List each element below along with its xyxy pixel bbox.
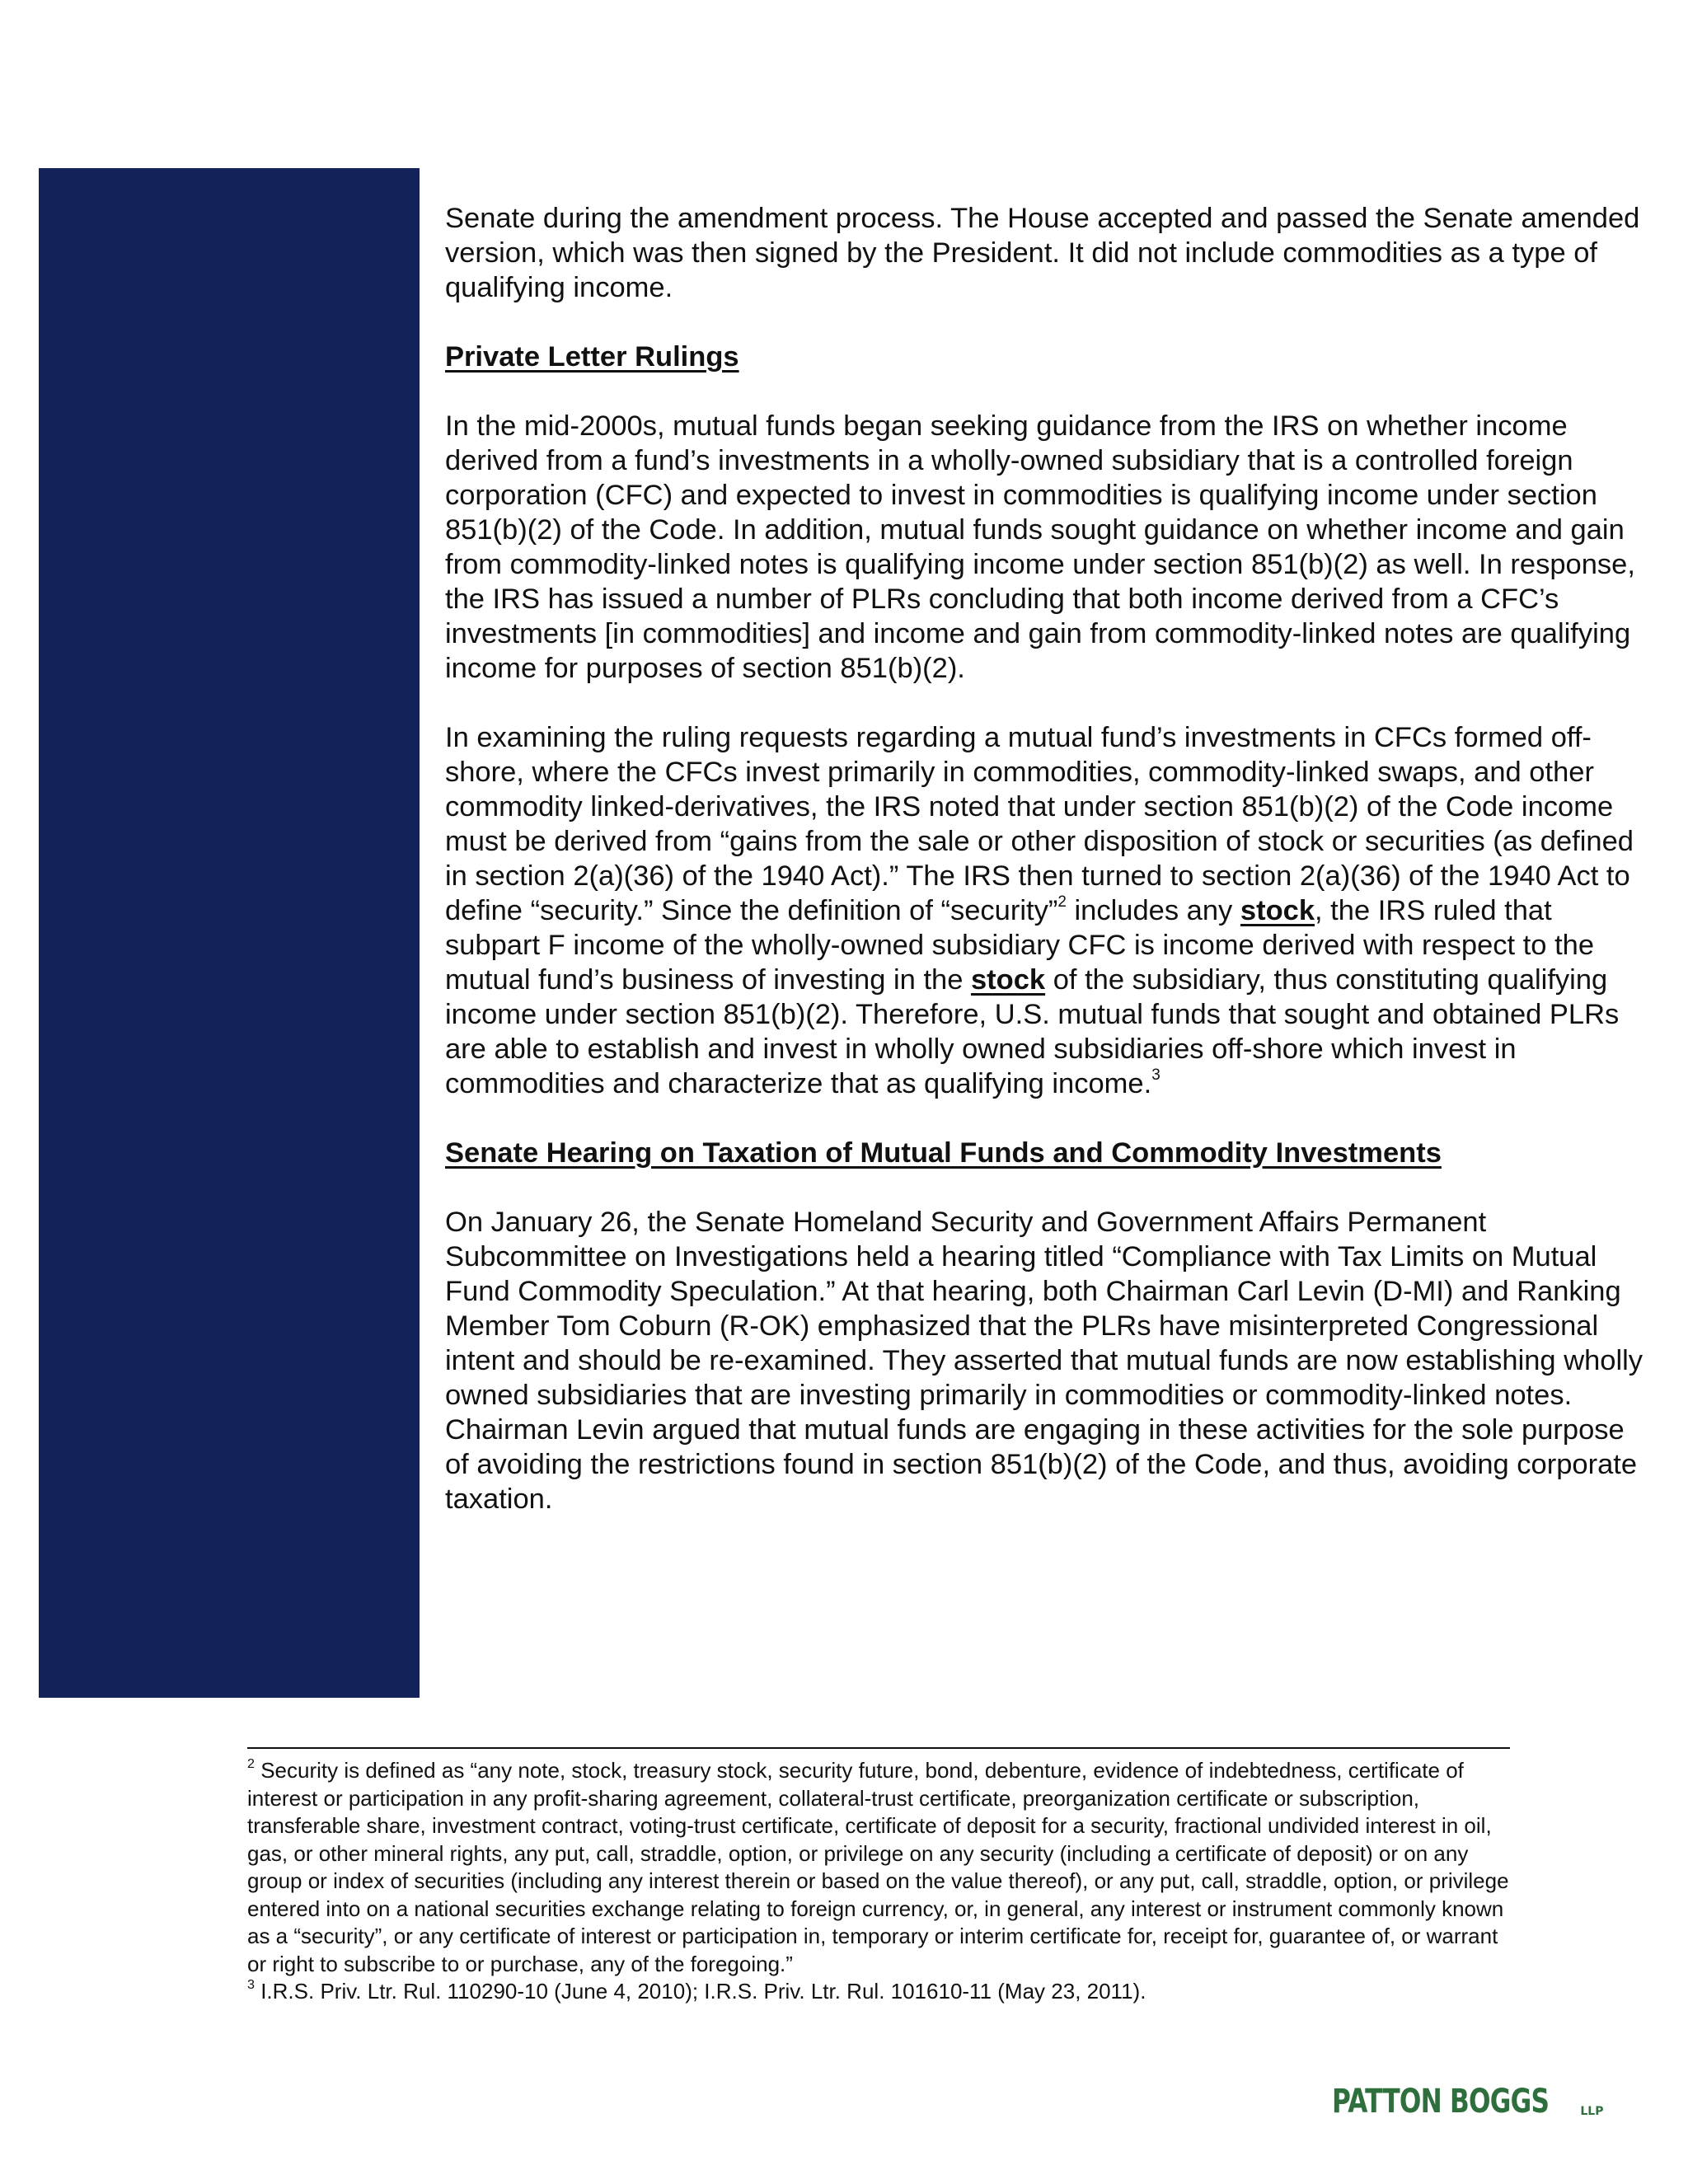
paragraph-plr-guidance: In the mid-2000s, mutual funds began seeking guidance from the IRS on whether income derived from a fund’s investments in a wholly-owned subsidiary that is a controlled foreign corporation (CFC) and expected to invest in commodities is qualifying income under section 851(b)(2) of the Code. In addition, mutual funds sought guidance on whether income and gain from commodity-linked notes is qualifying income under section 851(b)(2) as well. In response, the IRS has issued a number of PLRs concluding that both income derived from a CFC’s investments [in commodities] and income and gain from commodity-linked notes are qualifying income for purposes of section 851(b)(2). bbox=[445, 410, 1635, 684]
paragraph-text: In examining the ruling requests regarding a mutual fund’s investments in CFCs formed off-shore, where the CFCs invest primarily in commodities, commodity-linked swaps, and other commodity linked-derivatives, the IRS noted that under section 851(b)(2) of the Code income must be derived from “gains from the sale or other disposition of stock or securities (as defined in section 2(a)(36) of the 1940 Act).” The IRS then turned to section 2(a)(36) of the 1940 Act to define “security.” Since the definition of “security” bbox=[445, 722, 1634, 926]
logo-suffix: LLP bbox=[1580, 2105, 1604, 2118]
paragraph-ruling-requests bbox=[445, 720, 1648, 1101]
paragraph-text: includes any bbox=[1066, 895, 1240, 926]
footnote-ref-2[interactable]: 2 bbox=[1057, 893, 1067, 911]
patton-boggs-logo bbox=[1332, 2070, 1604, 2121]
sidebar-band bbox=[39, 168, 420, 1698]
logo-name: PATTON BOGGS bbox=[1332, 2083, 1550, 2121]
footnote-number: 2 bbox=[247, 1755, 255, 1771]
paragraph-text: of the subsidiary, thus constituting qualifying income under section 851(b)(2). Therefore, U.S. mutual funds that sought and obtained PLRs are able to establish and invest in wholly owned subsidiaries off-shore which invest in commodities and characterize that as qualifying income. bbox=[445, 964, 1620, 1099]
footnote-divider bbox=[247, 1747, 1510, 1749]
main-content bbox=[445, 201, 1648, 1551]
footnote-3 bbox=[247, 1978, 1521, 2006]
paragraph-continuation: Senate during the amendment process. The House accepted and passed the Senate amended version, which was then signed by the President. It did not include commodities as a type of qualifying income. bbox=[445, 203, 1640, 303]
paragraph-senate-hearing: On January 26, the Senate Homeland Security and Government Affairs Permanent Subcommittee on Investigations held a hearing titled “Compliance with Tax Limits on Mutual Fund Commodity Speculation.” At that hearing, both Chairman Carl Levin (D-MI) and Ranking Member Tom Coburn (R-OK) emphasized that the PLRs have misinterpreted Congressional intent and should be re-examined. They asserted that mutual funds are now establishing wholly owned subsidiaries that are investing primarily in commodities or commodity-linked notes. Chairman Levin argued that mutual funds are engaging in these activities for the sole purpose of avoiding the restrictions found in section 851(b)(2) of the Code, and thus, avoiding corporate taxation. bbox=[445, 1207, 1643, 1515]
footnote-text: Security is defined as “any note, stock, treasury stock, security future, bond, debenture, evidence of indebtedness, certificate of interest or participation in any profit-sharing agreement, collateral-trust certificate, preorganization certificate or subscription, transferable share, investment contract, voting-trust certificate, certificate of deposit for a security, fractional undivided interest in oil, gas, or other mineral rights, any put, call, straddle, option, or privilege on any security (including a certificate of deposit) or on any group or index of securities (including any interest therein or based on the value thereof), or any put, call, straddle, option, or privilege entered into on a national securities exchange relating to foreign currency, or, in general, any interest or instrument commonly known as a “security”, or any certificate of interest or participation in, temporary or interim certificate for, receipt for, guarantee of, or warrant or right to subscribe to or purchase, any of the foregoing.” bbox=[247, 1758, 1509, 1976]
paragraph-text: , the IRS ruled that subpart F income of the wholly-owned subsidiary CFC is income derived with respect to the mutual fund’s business of investing in the bbox=[445, 895, 1595, 996]
emphasis-stock: stock bbox=[1240, 895, 1315, 926]
heading-senate-hearing: Senate Hearing on Taxation of Mutual Funds and Commodity Investments bbox=[445, 1137, 1442, 1169]
footnotes bbox=[247, 1757, 1521, 2006]
heading-private-letter-rulings: Private Letter Rulings bbox=[445, 341, 739, 373]
footnote-number: 3 bbox=[247, 1976, 255, 1992]
emphasis-stock: stock bbox=[971, 964, 1046, 996]
footnote-2 bbox=[247, 1757, 1521, 1978]
footnote-ref-3[interactable]: 3 bbox=[1151, 1066, 1160, 1084]
footnote-text: I.R.S. Priv. Ltr. Rul. 110290-10 (June 4, 2010); I.R.S. Priv. Ltr. Rul. 101610-11 (May 23, 2011). bbox=[260, 1979, 1146, 2004]
